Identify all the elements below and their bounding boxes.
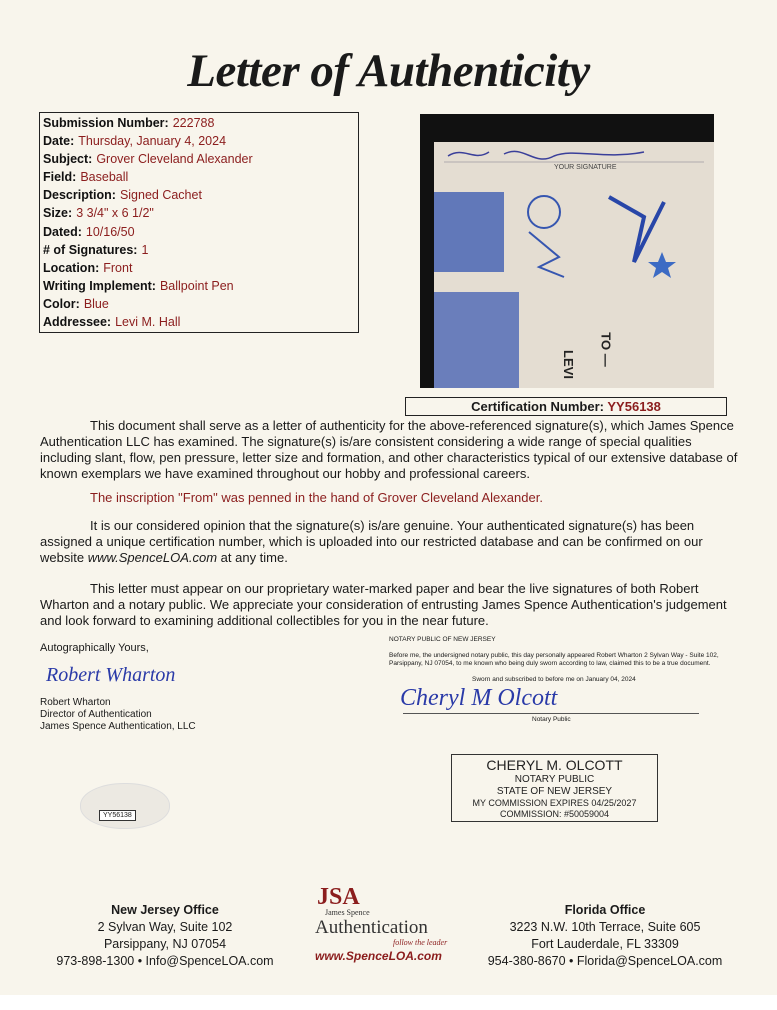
wharton-signature: Robert Wharton <box>46 664 176 686</box>
website-link[interactable]: www.SpenceLOA.com <box>87 550 218 565</box>
info-label: Field: <box>43 170 77 185</box>
signatory-name: Robert Wharton <box>40 697 111 708</box>
stamp-state: STATE OF NEW JERSEY <box>496 786 613 797</box>
to-label: TO — <box>598 332 614 367</box>
info-label: # of Signatures: <box>43 242 138 257</box>
stamp-title: NOTARY PUBLIC <box>514 774 595 785</box>
inscription-note: The inscription "From" was penned in the hand of Grover Cleveland Alexander. <box>90 490 543 505</box>
cert-label: Certification Number: <box>471 399 604 414</box>
letter-body <box>40 418 740 629</box>
signatory-block <box>40 697 196 733</box>
info-label: Dated: <box>43 224 82 239</box>
hologram-number: YY56138 <box>99 810 136 821</box>
cachet-envelope <box>434 142 714 388</box>
info-value: 3 3/4" x 6 1/2" <box>76 206 154 221</box>
info-row <box>43 114 355 132</box>
info-label: Size: <box>43 206 73 221</box>
info-row <box>43 204 355 222</box>
info-label: Location: <box>43 260 100 275</box>
info-value: 222788 <box>172 116 215 130</box>
item-photo <box>420 114 714 388</box>
signature-line <box>403 713 699 714</box>
info-row <box>43 186 355 204</box>
paragraph-3: This letter must appear on our proprietary water-marked paper and bear the live signatures of both Robert Wharton and a notary public. We appreciate your consideration of entrusting James Spence Authentication's judgement and look forward to examining additional collectibles for you in the near future. <box>40 581 727 628</box>
jsa-hologram-sticker <box>80 783 170 829</box>
info-label: Writing Implement: <box>43 278 156 293</box>
info-value: 10/16/50 <box>85 224 135 239</box>
nj-office-title: New Jersey Office <box>111 903 219 917</box>
certification-number <box>405 397 727 416</box>
info-value: Signed Cachet <box>119 188 202 203</box>
logo-tagline: follow the leader <box>393 938 448 947</box>
info-label: Description: <box>43 188 116 203</box>
signatory-company: James Spence Authentication, LLC <box>40 721 196 732</box>
info-label: Color: <box>43 296 80 311</box>
sworn-text: Sworn and subscribed to before me on January 04, 2024 <box>472 676 636 683</box>
fl-office <box>480 902 730 970</box>
stamp-name: CHERYL M. OLCOTT <box>486 757 623 773</box>
notary-line-label: Notary Public <box>532 716 571 723</box>
paragraph-2-end: at any time. <box>217 550 288 565</box>
your-signature-label: YOUR SIGNATURE <box>554 164 617 171</box>
info-label: Submission Number: <box>43 116 169 130</box>
info-value: Ballpoint Pen <box>159 278 234 293</box>
info-row <box>43 150 355 168</box>
paragraph-2 <box>40 518 740 566</box>
info-row <box>43 223 355 241</box>
info-value: Baseball <box>80 170 129 185</box>
info-label: Subject: <box>43 152 93 167</box>
addressee-label: LEVI <box>560 350 576 379</box>
fl-contact: 954-380-8670 • Florida@SpenceLOA.com <box>487 954 723 968</box>
info-row <box>43 313 355 331</box>
stamp-commission: COMMISSION: #50059004 <box>499 809 610 819</box>
info-value: Thursday, January 4, 2024 <box>78 134 227 149</box>
stamp-expiry: MY COMMISSION EXPIRES 04/25/2027 <box>472 798 637 808</box>
info-row <box>43 259 355 277</box>
submission-info-table <box>39 112 359 333</box>
notary-statement: Before me, the undersigned notary public, this day personally appeared Robert Wharton 2 Sylvan Way - Suite 102, Parsippany, NJ 07054, to me known who being duly sworn according to law, claimed this to be a true document. <box>389 652 719 667</box>
notary-heading: NOTARY PUBLIC OF NEW JERSEY <box>389 636 496 643</box>
info-row <box>43 241 355 259</box>
info-value: Levi M. Hall <box>115 315 181 330</box>
info-value: 1 <box>141 242 149 257</box>
fl-address-1: 3223 N.W. 10th Terrace, Suite 605 <box>509 920 701 934</box>
page-title: Letter of Authenticity <box>187 45 590 97</box>
signatory-title: Director of Authentication <box>40 709 152 720</box>
nj-contact: 973-898-1300 • Info@SpenceLOA.com <box>56 954 274 968</box>
info-row <box>43 132 355 150</box>
fl-address-2: Fort Lauderdale, FL 33309 <box>531 937 679 951</box>
paragraph-2-text: It is our considered opinion that the signature(s) is/are genuine. Your authenticated signature(s) has been assigned a unique certification number, which is uploaded into our restricted database and can be confirmed on our website <box>40 518 703 565</box>
info-row <box>43 277 355 295</box>
footer-website-link[interactable]: www.SpenceLOA.com <box>315 949 442 963</box>
notary-signature: Cheryl M Olcott <box>400 685 558 711</box>
info-label: Date: <box>43 134 75 149</box>
cert-value: YY56138 <box>607 399 661 414</box>
nj-address-1: 2 Sylvan Way, Suite 102 <box>97 920 233 934</box>
logo-jsa: JSA <box>317 884 360 910</box>
paragraph-1: This document shall serve as a letter of authenticity for the above-referenced signature(s), which James Spence Authentication LLC has examined. The signature(s) is/are consistent considering a wide range of special qualities including slant, flow, pen pressure, letter size and formation, and other characteristics typical of our extensive database of known exemplars we have examined throughout our hobby and professional careers. <box>40 418 738 481</box>
info-value: Grover Cleveland Alexander <box>96 152 253 167</box>
notary-stamp <box>451 754 658 822</box>
info-label: Addressee: <box>43 315 112 330</box>
nj-office <box>40 902 290 970</box>
info-row <box>43 168 355 186</box>
salutation: Autographically Yours, <box>40 642 149 654</box>
logo-james-spence: James Spence <box>325 908 370 917</box>
logo-authentication: Authentication <box>315 917 428 938</box>
info-value: Front <box>103 260 133 275</box>
info-row <box>43 295 355 313</box>
fl-office-title: Florida Office <box>564 903 646 917</box>
nj-address-2: Parsippany, NJ 07054 <box>103 937 227 951</box>
info-value: Blue <box>83 296 109 311</box>
jsa-logo <box>305 886 465 964</box>
